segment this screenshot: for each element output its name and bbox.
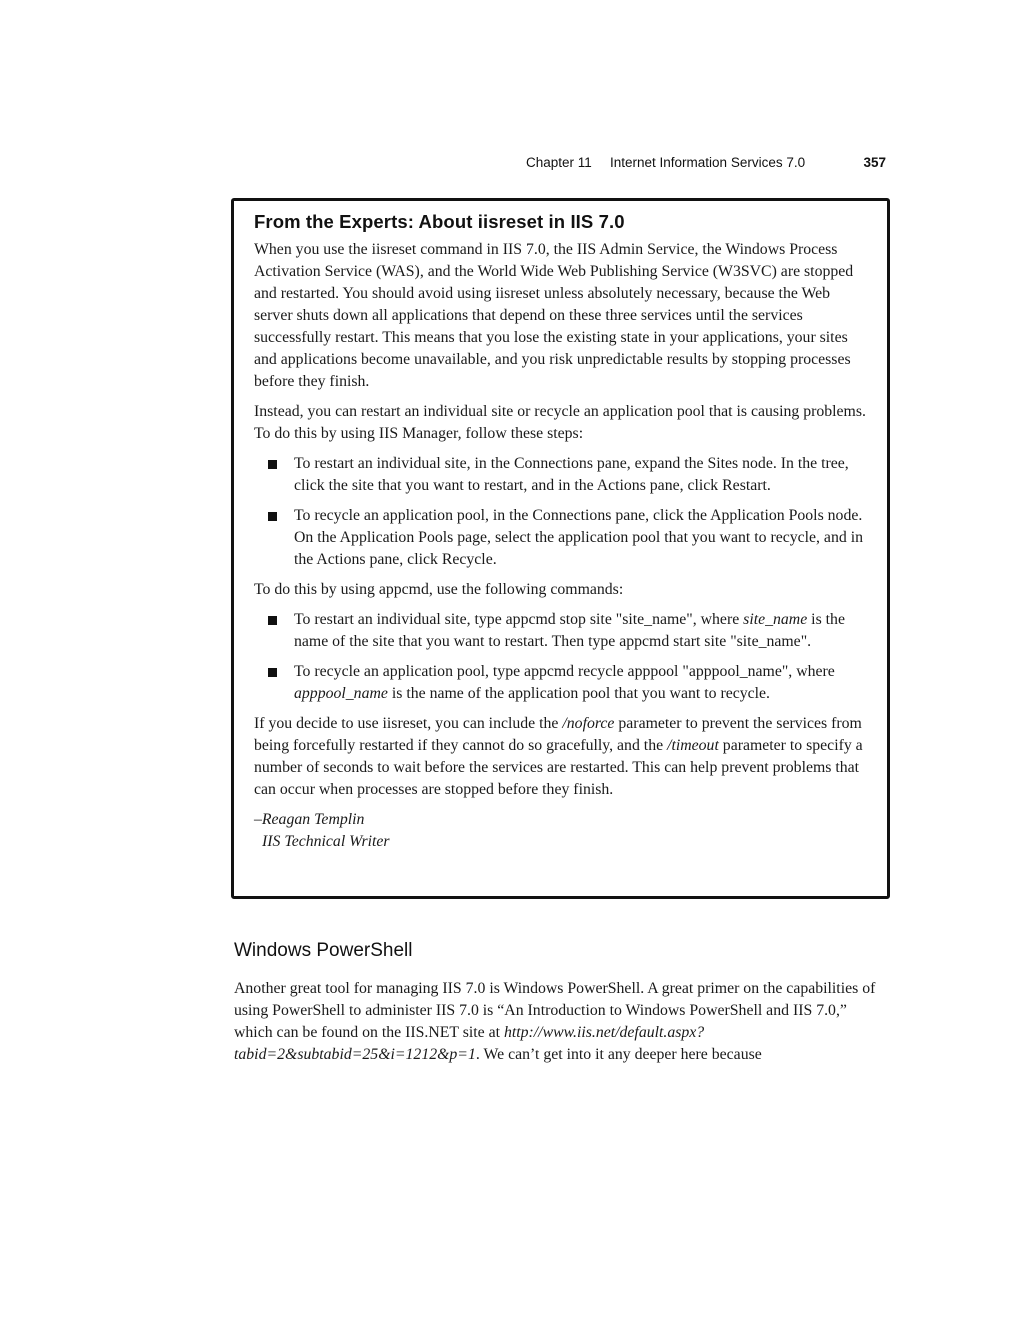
step-emphasis: apppool_name bbox=[294, 685, 388, 702]
list-item bbox=[254, 661, 869, 705]
paragraph-text: parameter to specify a number of seconds to wait before the services are restarted. This can help prevent problems that can occur when processes are stopped before they finish. bbox=[254, 737, 863, 798]
paragraph-text: Another great tool for managing IIS 7.0 is Windows PowerShell. A great primer on the capabilities of using PowerShell to administer IIS 7.0 is “An Introduction to Windows PowerShell and IIS 7.0,” which can be found on the IIS.NET site at bbox=[234, 980, 876, 1041]
step-text: To restart an individual site, in the Connections pane, expand the Sites node. In the tree, click the site that you want to restart, and in the Actions pane, click Restart. bbox=[294, 455, 849, 494]
iis-net-link[interactable]: http://www.iis.net/default.aspx?tabid=2&subtabid=25&i=1212&p=1 bbox=[234, 1024, 705, 1063]
paragraph-text: parameter to prevent the services from being forcefully restarted if they cannot do so gracefully, and the bbox=[254, 715, 862, 754]
sidebar-paragraph-4 bbox=[254, 713, 869, 801]
author-role: IIS Technical Writer bbox=[262, 833, 390, 850]
list-item bbox=[254, 609, 869, 653]
chapter-label: Chapter 11 bbox=[526, 155, 592, 170]
bullet-square-icon bbox=[268, 616, 277, 625]
bullet-square-icon bbox=[268, 512, 277, 521]
timeout-parameter: /timeout bbox=[667, 737, 719, 754]
sidebar-paragraph-1: When you use the iisreset command in IIS 7.0, the IIS Admin Service, the Windows Process Activation Service (WAS), and the World Wide Web Publishing Service (W3SVC) are stopped and restarted. You should avoid using iisreset unless absolutely necessary, because the Web server shuts down all applications that depend on these three services until the services successfully restart. This means that you lose the existing state in your applications, your sites and applications become unavailable, and you risk unpredictable results by stopping processes before they finish. bbox=[254, 241, 854, 390]
iis-manager-steps bbox=[254, 453, 869, 571]
paragraph-text: If you decide to use iisreset, you can include the bbox=[254, 715, 563, 732]
step-emphasis: site_name bbox=[743, 611, 808, 628]
step-text: is the name of the application pool that you want to recycle. bbox=[387, 685, 770, 702]
step-text: is the name of the site that you want to restart. Then type appcmd start site "site_name". bbox=[294, 611, 845, 650]
signature bbox=[254, 809, 869, 853]
list-item bbox=[254, 453, 869, 497]
step-text: To recycle an application pool, in the Connections pane, click the Application Pools node. On the Application Pools page, select the application pool that you want to recycle, and in the Actions pane, click Recycle. bbox=[294, 507, 863, 568]
sidebar-paragraph-2: Instead, you can restart an individual site or recycle an application pool that is causing problems. To do this by using IIS Manager, follow these steps: bbox=[254, 403, 866, 442]
sidebar-title: From the Experts: About iisreset in IIS 7.0 bbox=[254, 211, 625, 232]
noforce-parameter: /noforce bbox=[562, 715, 615, 732]
bullet-square-icon bbox=[268, 460, 277, 469]
paragraph-text: . We can’t get into it any deeper here because bbox=[475, 1046, 762, 1063]
step-text: To restart an individual site, type appcmd stop site "site_name", where bbox=[294, 611, 744, 628]
list-item bbox=[254, 505, 869, 571]
appcmd-steps bbox=[254, 609, 869, 705]
step-text: To recycle an application pool, type appcmd recycle apppool "apppool_name", where bbox=[294, 663, 835, 680]
section-paragraph bbox=[234, 978, 889, 1066]
bullet-square-icon bbox=[268, 668, 277, 677]
author-name: –Reagan Templin bbox=[254, 811, 365, 828]
chapter-title: Internet Information Services 7.0 bbox=[610, 155, 806, 170]
section-title: Windows PowerShell bbox=[234, 940, 413, 961]
experts-sidebar bbox=[231, 198, 890, 899]
sidebar-paragraph-3: To do this by using appcmd, use the following commands: bbox=[254, 581, 624, 598]
page-number: 357 bbox=[863, 155, 886, 170]
